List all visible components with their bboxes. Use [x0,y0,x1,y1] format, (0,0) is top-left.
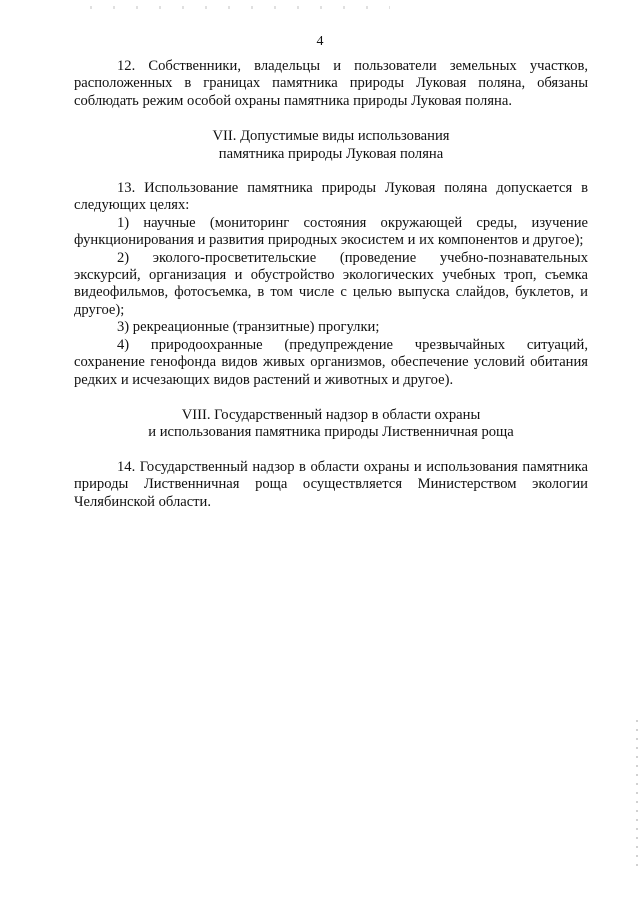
section-7-heading-line-2: памятника природы Луковая поляна [218,145,444,162]
scan-noise-right [636,720,638,870]
section-8-heading [74,407,588,442]
page-number: 4 [316,34,324,49]
paragraph-13-item-3: 3) рекреационные (транзитные) прогулки; [117,319,380,336]
paragraph-13-intro: 13. Использование памятника природы Луковая поляна допускается в следующих целях: [74,180,588,214]
paragraph-12: 12. Собственники, владельцы и пользователи земельных участков, расположенных в границах памятника природы Луковая поляна, обязаны соблюдать режим особой охраны памятника природы Луковая поляна. [74,58,588,109]
section-7-heading-line-1: VII. Допустимые виды использования [212,128,450,145]
scan-noise-top [90,6,390,9]
document-body [74,58,588,511]
section-8-heading-line-2: и использования памятника природы Лиственничная роща [148,424,514,441]
paragraph-13-item-2: 2) эколого-просветительские (проведение учебно-познавательных экскурсий, организация и обустройство экологических учебных троп, съемка видеофильмов, фотосъемка, в том числе с целью выпуска слайдов, буклетов, и другое); [74,249,588,318]
section-7-heading [74,128,588,163]
paragraph-13-item-4: 4) природоохранные (предупреждение чрезвычайных ситуаций, сохранение генофонда видов живых организмов, обеспечение условий обитания редких и исчезающих видов растений и животных и другое). [74,336,588,388]
section-8-heading-line-1: VIII. Государственный надзор в области охраны [181,406,481,423]
paragraph-13-item-1: 1) научные (мониторинг состояния окружающей среды, изучение функционирования и развития природных экосистем и их компонентов и другое); [74,214,588,249]
paragraph-14: 14. Государственный надзор в области охраны и использования памятника природы Лиственничная роща осуществляется Министерством экологии Челябинской области. [74,458,588,510]
